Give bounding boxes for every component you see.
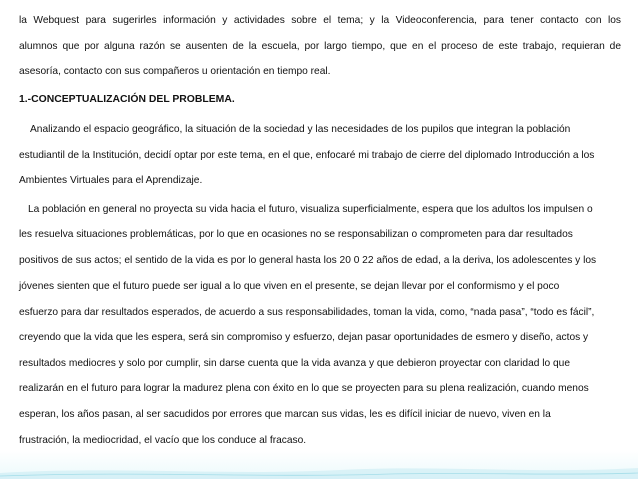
paragraph-line-3: asesoría, contacto con sus compañeros u orientación en tiempo real. xyxy=(19,66,331,77)
paragraph-line-8: les resuelva situaciones problemáticas, por lo que en ocasiones no se responsabilizan o comprometen para dar resultados xyxy=(19,229,573,240)
paragraph-line-4: Analizando el espacio geográfico, la situación de la sociedad y las necesidades de los pupilos que integran la población xyxy=(30,124,571,135)
section-heading: 1.-CONCEPTUALIZACIÓN DEL PROBLEMA. xyxy=(19,94,235,105)
paragraph-line-7: La población en general no proyecta su vida hacia el futuro, visualiza superficialmente, espera que los adultos los impulsen o xyxy=(28,204,593,215)
paragraph-line-6: Ambientes Virtuales para el Aprendizaje. xyxy=(19,175,203,186)
paragraph-line-1: la Webquest para sugerirles información y actividades sobre el tema; y la Videoconferencia, para tener contacto con los xyxy=(19,15,621,26)
paragraph-line-16: frustración, la mediocridad, el vacío que los conduce al fracaso. xyxy=(19,435,307,446)
paragraph-line-15: esperan, los años pasan, al ser sacudidos por errores que marcan sus vidas, les es difícil iniciar de nuevo, viven en la xyxy=(19,409,551,420)
paragraph-line-9: positivos de sus actos; el sentido de la vida es por lo general hasta los 20 0 22 años de edad, a la deriva, los adolescentes y los xyxy=(19,255,597,266)
paragraph-line-10: jóvenes sienten que el futuro puede ser igual a lo que viven en el presente, se dejan llevar por el conformismo y el poco xyxy=(19,281,560,292)
paragraph-line-14: realizarán en el futuro para lograr la madurez plena con éxito en lo que se proyecten para su plena realización, cuando menos xyxy=(19,383,589,394)
paragraph-line-5: estudiantil de la Institución, decidí optar por este tema, en el que, enfocaré mi trabajo de cierre del diplomado Introducción a los xyxy=(19,150,595,161)
paragraph-line-11: esfuerzo para dar resultados esperados, de acuerdo a sus responsabilidades, toman la vida, como, “nada pasa”, “todo es fácil”, xyxy=(19,307,595,318)
paragraph-line-13: resultados mediocres y solo por cumplir, sin darse cuenta que la vida avanza y que debieron proyectar con claridad lo que xyxy=(19,358,571,369)
bottom-wave-decoration xyxy=(0,451,638,479)
paragraph-line-12: creyendo que la vida que les espera, será sin compromiso y esfuerzo, dejan pasar oportunidades de esmero y diseño, actos y xyxy=(19,332,589,343)
paragraph-line-2: alumnos que por alguna razón se ausenten de la escuela, por largo tiempo, que en el proceso de este trabajo, requieran de xyxy=(19,41,621,52)
